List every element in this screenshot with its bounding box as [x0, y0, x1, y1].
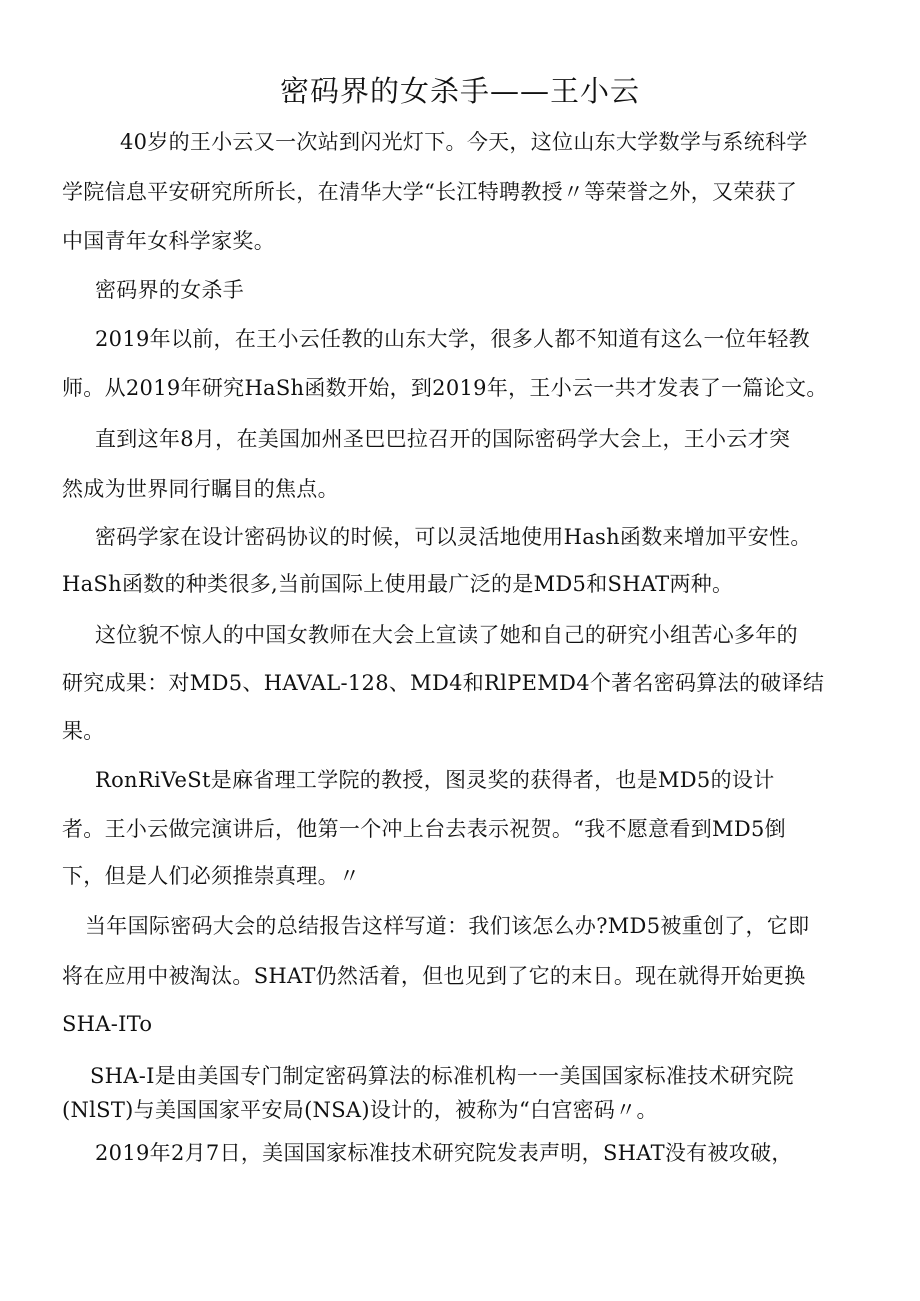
paragraph-line: 密码学家在设计密码协议的时候，可以灵活地使用Hash函数来增加平安性。: [95, 525, 812, 549]
document-title: 密码界的女杀手——王小云: [279, 74, 640, 108]
paragraph-line: 40岁的王小云又一次站到闪光灯下。今天，这位山东大学数学与系统科学: [120, 130, 808, 154]
paragraph-line: SHA-ITo: [62, 1012, 153, 1036]
paragraph-line: 2019年2月7日，美国国家标准技术研究院发表声明，SHAT没有被攻破，: [95, 1141, 793, 1165]
paragraph-line: 研究成果：对MD5、HAVAL-128、MD4和RlPEMD4个著名密码算法的破译结: [62, 671, 825, 695]
paragraph-line: 直到这年8月，在美国加州圣巴巴拉召开的国际密码学大会上，王小云才突: [95, 427, 791, 451]
paragraph-line: 学院信息平安研究所所长，在清华大学“长江特聘教授〃等荣誉之外，又荣获了: [62, 180, 798, 204]
paragraph-line: 2019年以前，在王小云任教的山东大学，很多人都不知道有这么一位年轻教: [95, 327, 810, 351]
paragraph-line: 师。从2019年研究HaSh函数开始，到2019年，王小云一共才发表了一篇论文。: [62, 376, 828, 400]
paragraph-line: 然成为世界同行瞩目的焦点。: [62, 477, 339, 501]
paragraph-line: 中国青年女科学家奖。: [62, 229, 275, 253]
paragraph-line: (NlST)与美国国家平安局(NSA)设计的，被称为“白宫密码〃。: [62, 1098, 658, 1122]
paragraph-line: 这位貌不惊人的中国女教师在大会上宣读了她和自己的研究小组苦心多年的: [95, 623, 798, 647]
paragraph-line: SHA-I是由美国专门制定密码算法的标准机构一一美国国家标准技术研究院: [90, 1064, 794, 1088]
paragraph-line: RonRiVeSt是麻省理工学院的教授，图灵奖的获得者，也是MD5的设计: [95, 768, 775, 792]
paragraph-line: 将在应用中被淘汰。SHAT仍然活着，但也见到了它的末日。现在就得开始更换: [62, 964, 806, 988]
paragraph-line: 当年国际密码大会的总结报告这样写道：我们该怎么办?MD5被重创了，它即: [85, 914, 810, 938]
paragraph-line: 者。王小云做完演讲后，他第一个冲上台去表示祝贺。“我不愿意看到MD5倒: [62, 817, 786, 841]
section-heading: 密码界的女杀手: [95, 278, 245, 302]
paragraph-line: HaSh函数的种类很多,当前国际上使用最广泛的是MD5和SHAT两种。: [62, 572, 734, 596]
paragraph-line: 下，但是人们必须推崇真理。〃: [62, 864, 361, 888]
paragraph-line: 果。: [62, 719, 105, 743]
